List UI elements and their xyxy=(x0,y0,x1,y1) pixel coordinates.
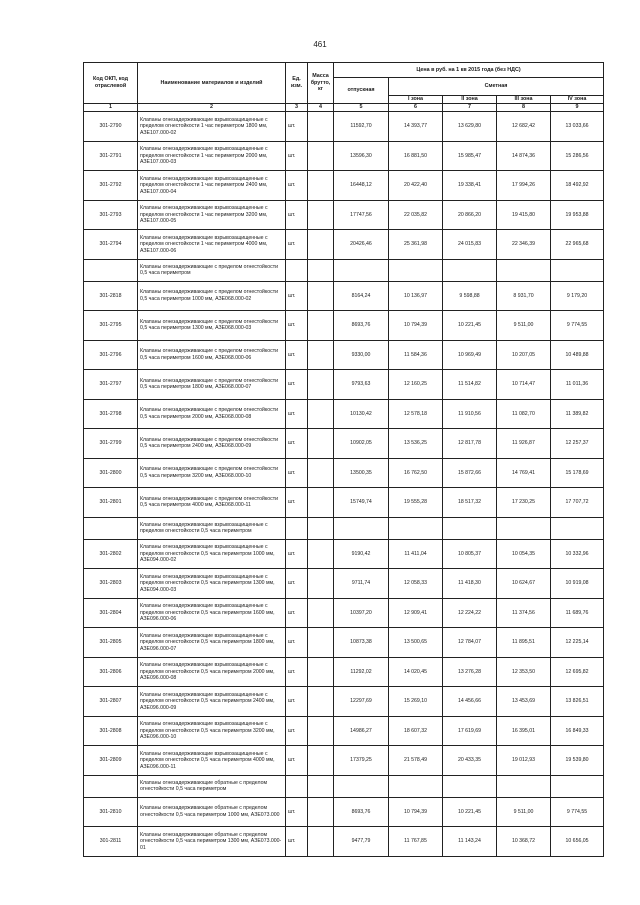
zone-1-price-cell: 25 361,98 xyxy=(389,230,443,260)
item-code-cell: 301-2792 xyxy=(84,171,138,201)
release-price-cell: 16448,12 xyxy=(334,171,389,201)
zone-3-price-cell: 17 994,26 xyxy=(497,171,551,201)
zone-2-price-cell: 12 817,78 xyxy=(443,429,497,459)
table-row xyxy=(84,429,604,459)
zone-4-price-cell: 12 225,14 xyxy=(551,628,604,658)
table-row xyxy=(84,488,604,518)
item-unit-cell xyxy=(286,775,308,797)
table-row xyxy=(84,628,604,658)
zone-1-price-cell: 13 536,25 xyxy=(389,429,443,459)
zone-2-price-cell xyxy=(443,517,497,539)
zone-3-price-cell: 10 207,05 xyxy=(497,340,551,370)
item-mass-cell xyxy=(308,399,334,429)
zone-4-price-cell: 12 695,82 xyxy=(551,657,604,687)
item-mass-cell xyxy=(308,281,334,311)
table-row xyxy=(84,746,604,776)
column-number: 2 xyxy=(138,104,286,112)
item-code-cell xyxy=(84,259,138,281)
zone-3-price-cell: 16 395,01 xyxy=(497,716,551,746)
item-code-cell: 301-2808 xyxy=(84,716,138,746)
item-name-cell: Клапаны огнезадерживающие с пределом огнестойкости 0,5 часа периметром 3200 мм, АЗЕ068.000-10 xyxy=(138,458,286,488)
release-price-cell: 8693,76 xyxy=(334,311,389,341)
header-release: отпускная xyxy=(334,78,389,104)
item-mass-cell xyxy=(308,517,334,539)
table-row xyxy=(84,281,604,311)
zone-4-price-cell: 11 011,36 xyxy=(551,370,604,400)
item-code-cell: 301-2804 xyxy=(84,598,138,628)
release-price-cell: 13596,30 xyxy=(334,141,389,171)
release-price-cell: 13500,35 xyxy=(334,458,389,488)
release-price-cell: 14986,27 xyxy=(334,716,389,746)
table-row xyxy=(84,657,604,687)
zone-4-price-cell: 15 286,56 xyxy=(551,141,604,171)
header-row-1 xyxy=(84,63,604,78)
zone-3-price-cell: 14 769,41 xyxy=(497,458,551,488)
item-name-cell: Клапаны огнезадерживающие с пределом огнестойкости 0,5 часа периметром 2400 мм, АЗЕ068.000-09 xyxy=(138,429,286,459)
item-unit-cell: шт. xyxy=(286,141,308,171)
item-unit-cell: шт. xyxy=(286,569,308,599)
zone-2-price-cell: 9 598,88 xyxy=(443,281,497,311)
item-mass-cell xyxy=(308,340,334,370)
zone-2-price-cell: 20 433,35 xyxy=(443,746,497,776)
zone-1-price-cell: 10 794,39 xyxy=(389,797,443,827)
zone-3-price-cell: 12 682,42 xyxy=(497,112,551,142)
release-price-cell xyxy=(334,775,389,797)
item-unit-cell: шт. xyxy=(286,716,308,746)
zone-2-price-cell: 11 418,30 xyxy=(443,569,497,599)
zone-3-price-cell: 17 230,25 xyxy=(497,488,551,518)
release-price-cell: 10902,05 xyxy=(334,429,389,459)
table-row xyxy=(84,399,604,429)
item-code-cell: 301-2818 xyxy=(84,281,138,311)
release-price-cell: 11292,02 xyxy=(334,657,389,687)
zone-4-price-cell: 22 965,68 xyxy=(551,230,604,260)
release-price-cell xyxy=(334,259,389,281)
release-price-cell: 20426,46 xyxy=(334,230,389,260)
release-price-cell: 10873,38 xyxy=(334,628,389,658)
column-number: 7 xyxy=(443,104,497,112)
item-mass-cell xyxy=(308,429,334,459)
item-unit-cell: шт. xyxy=(286,200,308,230)
zone-3-price-cell xyxy=(497,517,551,539)
zone-3-price-cell: 14 874,36 xyxy=(497,141,551,171)
header-code: Код ОКП, код отраслевой xyxy=(84,63,138,104)
item-mass-cell xyxy=(308,775,334,797)
item-mass-cell xyxy=(308,598,334,628)
table-row xyxy=(84,230,604,260)
item-mass-cell xyxy=(308,539,334,569)
zone-1-price-cell: 10 136,97 xyxy=(389,281,443,311)
item-unit-cell: шт. xyxy=(286,827,308,857)
zone-3-price-cell: 11 926,87 xyxy=(497,429,551,459)
item-name-cell: Клапаны огнезадерживающие с пределом огнестойкости 0,5 часа периметром 1000 мм, АЗЕ068.000-02 xyxy=(138,281,286,311)
item-name-cell: Клапаны огнезадерживающие с пределом огнестойкости 0,5 часа периметром 2000 мм, АЗЕ068.000-08 xyxy=(138,399,286,429)
zone-4-price-cell: 19 539,80 xyxy=(551,746,604,776)
zone-3-price-cell: 11 895,51 xyxy=(497,628,551,658)
item-mass-cell xyxy=(308,230,334,260)
item-name-cell: Клапаны огнезадерживающие с пределом огнестойкости 0,5 часа периметром xyxy=(138,259,286,281)
item-code-cell: 301-2791 xyxy=(84,141,138,171)
zone-4-price-cell xyxy=(551,775,604,797)
zone-2-price-cell: 18 517,32 xyxy=(443,488,497,518)
zone-2-price-cell: 11 910,56 xyxy=(443,399,497,429)
zone-2-price-cell xyxy=(443,259,497,281)
zone-2-price-cell: 14 456,66 xyxy=(443,687,497,717)
item-code-cell: 301-2810 xyxy=(84,797,138,827)
item-code-cell: 301-2795 xyxy=(84,311,138,341)
group-header-row xyxy=(84,517,604,539)
zone-1-price-cell: 15 269,10 xyxy=(389,687,443,717)
item-unit-cell: шт. xyxy=(286,230,308,260)
release-price-cell: 8693,76 xyxy=(334,797,389,827)
item-mass-cell xyxy=(308,171,334,201)
item-name-cell: Клапаны огнезадерживающие обратные с пределом огнестойкости 0,5 часа периметром xyxy=(138,775,286,797)
item-name-cell: Клапаны огнезадерживающие взрывозащищенные с пределом огнестойкости 0,5 часа периметром 1600 мм, АЗЕ096.000-06 xyxy=(138,598,286,628)
item-unit-cell: шт. xyxy=(286,797,308,827)
zone-3-price-cell: 10 624,67 xyxy=(497,569,551,599)
release-price-cell: 10130,42 xyxy=(334,399,389,429)
zone-1-price-cell xyxy=(389,775,443,797)
zone-1-price-cell: 12 909,41 xyxy=(389,598,443,628)
table-body xyxy=(84,112,604,857)
header-zone-3: III зона xyxy=(497,96,551,104)
column-number: 3 xyxy=(286,104,308,112)
item-unit-cell: шт. xyxy=(286,340,308,370)
item-code-cell xyxy=(84,775,138,797)
release-price-cell: 9711,74 xyxy=(334,569,389,599)
table-row xyxy=(84,171,604,201)
item-unit-cell xyxy=(286,517,308,539)
zone-4-price-cell: 19 953,88 xyxy=(551,200,604,230)
zone-3-price-cell: 9 511,00 xyxy=(497,797,551,827)
item-code-cell: 301-2802 xyxy=(84,539,138,569)
item-mass-cell xyxy=(308,628,334,658)
zone-1-price-cell xyxy=(389,517,443,539)
zone-1-price-cell: 12 578,18 xyxy=(389,399,443,429)
zone-2-price-cell: 13 629,80 xyxy=(443,112,497,142)
zone-1-price-cell: 16 762,50 xyxy=(389,458,443,488)
zone-1-price-cell: 10 794,39 xyxy=(389,311,443,341)
header-estimate: Сметная xyxy=(389,78,604,96)
item-unit-cell: шт. xyxy=(286,657,308,687)
zone-4-price-cell: 12 257,37 xyxy=(551,429,604,459)
zone-4-price-cell: 13 826,51 xyxy=(551,687,604,717)
zone-1-price-cell: 11 767,85 xyxy=(389,827,443,857)
zone-2-price-cell: 11 143,24 xyxy=(443,827,497,857)
zone-1-price-cell: 14 020,45 xyxy=(389,657,443,687)
header-zone-4: IV зона xyxy=(551,96,604,104)
column-number-row xyxy=(84,104,604,112)
zone-2-price-cell xyxy=(443,775,497,797)
item-unit-cell: шт. xyxy=(286,458,308,488)
header-price-title: Цена в руб. на 1 кв 2015 года (без НДС) xyxy=(334,63,604,78)
zone-2-price-cell: 11 514,82 xyxy=(443,370,497,400)
item-code-cell: 301-2800 xyxy=(84,458,138,488)
item-mass-cell xyxy=(308,569,334,599)
item-name-cell: Клапаны огнезадерживающие взрывозащищенные с пределом огнестойкости 0,5 часа периметром 1800 мм, АЗЕ096.000-07 xyxy=(138,628,286,658)
item-mass-cell xyxy=(308,488,334,518)
table-row xyxy=(84,141,604,171)
zone-4-price-cell: 15 178,69 xyxy=(551,458,604,488)
zone-3-price-cell: 19 012,93 xyxy=(497,746,551,776)
zone-2-price-cell: 24 015,83 xyxy=(443,230,497,260)
column-number: 5 xyxy=(334,104,389,112)
item-mass-cell xyxy=(308,716,334,746)
zone-3-price-cell: 22 346,39 xyxy=(497,230,551,260)
table-row xyxy=(84,687,604,717)
zone-2-price-cell: 15 872,66 xyxy=(443,458,497,488)
item-mass-cell xyxy=(308,112,334,142)
table-row xyxy=(84,200,604,230)
column-number: 1 xyxy=(84,104,138,112)
item-mass-cell xyxy=(308,827,334,857)
item-code-cell: 301-2807 xyxy=(84,687,138,717)
column-number: 9 xyxy=(551,104,604,112)
column-number: 6 xyxy=(389,104,443,112)
item-name-cell: Клапаны огнезадерживающие взрывозащищенные с пределом огнестойкости 0,5 часа периметром 1300 мм, АЗЕ094.000-03 xyxy=(138,569,286,599)
item-name-cell: Клапаны огнезадерживающие с пределом огнестойкости 0,5 часа периметром 1300 мм, АЗЕ068.000-03 xyxy=(138,311,286,341)
item-code-cell: 301-2798 xyxy=(84,399,138,429)
zone-1-price-cell: 16 881,50 xyxy=(389,141,443,171)
item-mass-cell xyxy=(308,797,334,827)
zone-3-price-cell: 19 415,80 xyxy=(497,200,551,230)
zone-3-price-cell: 11 374,56 xyxy=(497,598,551,628)
item-code-cell: 301-2797 xyxy=(84,370,138,400)
zone-2-price-cell: 12 224,22 xyxy=(443,598,497,628)
zone-4-price-cell: 9 774,55 xyxy=(551,797,604,827)
zone-2-price-cell: 20 866,20 xyxy=(443,200,497,230)
table-row xyxy=(84,311,604,341)
zone-4-price-cell: 16 849,33 xyxy=(551,716,604,746)
release-price-cell: 9793,63 xyxy=(334,370,389,400)
zone-2-price-cell: 12 784,07 xyxy=(443,628,497,658)
item-name-cell: Клапаны огнезадерживающие с пределом огнестойкости 0,5 часа периметром 4000 мм, АЗЕ068.000-11 xyxy=(138,488,286,518)
zone-2-price-cell: 19 338,41 xyxy=(443,171,497,201)
zone-3-price-cell xyxy=(497,775,551,797)
zone-4-price-cell: 9 774,55 xyxy=(551,311,604,341)
item-name-cell: Клапаны огнезадерживающие взрывозащищенные с пределом огнестойкости 0,5 часа периметром 2400 мм, АЗЕ096.000-09 xyxy=(138,687,286,717)
zone-4-price-cell: 9 179,20 xyxy=(551,281,604,311)
item-name-cell: Клапаны огнезадерживающие обратные с пределом огнестойкости 0,5 часа периметром 1300 мм, АЗЕ073.000-01 xyxy=(138,827,286,857)
table-row xyxy=(84,598,604,628)
zone-3-price-cell: 10 714,47 xyxy=(497,370,551,400)
release-price-cell: 11592,70 xyxy=(334,112,389,142)
item-mass-cell xyxy=(308,746,334,776)
zone-3-price-cell: 13 453,69 xyxy=(497,687,551,717)
item-code-cell: 301-2799 xyxy=(84,429,138,459)
item-mass-cell xyxy=(308,458,334,488)
item-code-cell: 301-2790 xyxy=(84,112,138,142)
zone-1-price-cell: 20 422,40 xyxy=(389,171,443,201)
zone-2-price-cell: 13 276,28 xyxy=(443,657,497,687)
zone-2-price-cell: 10 221,45 xyxy=(443,797,497,827)
item-name-cell: Клапаны огнезадерживающие взрывозащищенные с пределом огнестойкости 0,5 часа периметром 3200 мм, АЗЕ096.000-10 xyxy=(138,716,286,746)
item-mass-cell xyxy=(308,200,334,230)
release-price-cell: 9477,79 xyxy=(334,827,389,857)
item-unit-cell: шт. xyxy=(286,112,308,142)
column-number: 8 xyxy=(497,104,551,112)
zone-1-price-cell: 19 555,28 xyxy=(389,488,443,518)
item-name-cell: Клапаны огнезадерживающие с пределом огнестойкости 0,5 часа периметром 1800 мм, АЗЕ068.000-07 xyxy=(138,370,286,400)
page-number: 461 xyxy=(313,40,327,49)
table-row xyxy=(84,569,604,599)
release-price-cell: 12297,69 xyxy=(334,687,389,717)
zone-4-price-cell xyxy=(551,517,604,539)
item-unit-cell: шт. xyxy=(286,628,308,658)
item-code-cell: 301-2794 xyxy=(84,230,138,260)
item-unit-cell: шт. xyxy=(286,746,308,776)
release-price-cell: 15749,74 xyxy=(334,488,389,518)
group-header-row xyxy=(84,259,604,281)
item-code-cell xyxy=(84,517,138,539)
zone-3-price-cell: 10 368,72 xyxy=(497,827,551,857)
release-price-cell: 9190,42 xyxy=(334,539,389,569)
item-mass-cell xyxy=(308,657,334,687)
zone-3-price-cell xyxy=(497,259,551,281)
zone-3-price-cell: 12 353,50 xyxy=(497,657,551,687)
zone-1-price-cell: 22 035,82 xyxy=(389,200,443,230)
item-mass-cell xyxy=(308,370,334,400)
zone-2-price-cell: 10 221,45 xyxy=(443,311,497,341)
table-row xyxy=(84,716,604,746)
release-price-cell: 9330,00 xyxy=(334,340,389,370)
item-unit-cell xyxy=(286,259,308,281)
item-unit-cell: шт. xyxy=(286,370,308,400)
header-unit: Ед. изм. xyxy=(286,63,308,104)
release-price-cell: 17379,25 xyxy=(334,746,389,776)
item-name-cell: Клапаны огнезадерживающие взрывозащищенные с пределом огнестойкости 0,5 часа периметром 4000 мм, АЗЕ096.000-11 xyxy=(138,746,286,776)
zone-4-price-cell xyxy=(551,259,604,281)
item-mass-cell xyxy=(308,259,334,281)
item-code-cell: 301-2793 xyxy=(84,200,138,230)
item-name-cell: Клапаны огнезадерживающие взрывозащищенные с пределом огнестойкости 1 час периметром 4000 мм, АЗЕ107.000-06 xyxy=(138,230,286,260)
item-name-cell: Клапаны огнезадерживающие взрывозащищенные с пределом огнестойкости 1 час периметром 1800 мм, АЗЕ107.000-02 xyxy=(138,112,286,142)
release-price-cell: 10397,20 xyxy=(334,598,389,628)
release-price-cell: 8164,24 xyxy=(334,281,389,311)
zone-2-price-cell: 17 619,69 xyxy=(443,716,497,746)
header-mass: Масса брутто, кг xyxy=(308,63,334,104)
zone-1-price-cell: 18 607,32 xyxy=(389,716,443,746)
item-unit-cell: шт. xyxy=(286,539,308,569)
item-code-cell: 301-2796 xyxy=(84,340,138,370)
zone-3-price-cell: 11 082,70 xyxy=(497,399,551,429)
zone-4-price-cell: 11 389,82 xyxy=(551,399,604,429)
zone-1-price-cell: 11 411,04 xyxy=(389,539,443,569)
item-code-cell: 301-2801 xyxy=(84,488,138,518)
release-price-cell xyxy=(334,517,389,539)
item-name-cell: Клапаны огнезадерживающие взрывозащищенные с пределом огнестойкости 1 час периметром 2400 мм, АЗЕ107.000-04 xyxy=(138,171,286,201)
table-row xyxy=(84,112,604,142)
header-name: Наименование материалов и изделий xyxy=(138,63,286,104)
zone-1-price-cell: 21 578,49 xyxy=(389,746,443,776)
zone-1-price-cell: 14 393,77 xyxy=(389,112,443,142)
zone-4-price-cell: 13 033,66 xyxy=(551,112,604,142)
table-row xyxy=(84,797,604,827)
item-mass-cell xyxy=(308,311,334,341)
item-name-cell: Клапаны огнезадерживающие обратные с пределом огнестойкости 0,5 часа периметром 1000 мм, АЗЕ073.000 xyxy=(138,797,286,827)
zone-1-price-cell: 13 500,65 xyxy=(389,628,443,658)
item-unit-cell: шт. xyxy=(286,488,308,518)
item-name-cell: Клапаны огнезадерживающие взрывозащищенные с пределом огнестойкости 1 час периметром 3200 мм, АЗЕ107.000-05 xyxy=(138,200,286,230)
release-price-cell: 17747,56 xyxy=(334,200,389,230)
item-code-cell: 301-2805 xyxy=(84,628,138,658)
table-row xyxy=(84,458,604,488)
item-unit-cell: шт. xyxy=(286,281,308,311)
zone-2-price-cell: 10 969,49 xyxy=(443,340,497,370)
zone-4-price-cell: 10 919,08 xyxy=(551,569,604,599)
item-unit-cell: шт. xyxy=(286,171,308,201)
item-name-cell: Клапаны огнезадерживающие взрывозащищенные с пределом огнестойкости 0,5 часа периметром 2000 мм, АЗЕ096.000-08 xyxy=(138,657,286,687)
table-row xyxy=(84,340,604,370)
zone-2-price-cell: 15 985,47 xyxy=(443,141,497,171)
item-unit-cell: шт. xyxy=(286,429,308,459)
item-unit-cell: шт. xyxy=(286,311,308,341)
price-table xyxy=(83,62,604,857)
zone-4-price-cell: 11 689,76 xyxy=(551,598,604,628)
zone-1-price-cell: 12 058,33 xyxy=(389,569,443,599)
zone-2-price-cell: 10 805,37 xyxy=(443,539,497,569)
item-unit-cell: шт. xyxy=(286,598,308,628)
zone-3-price-cell: 10 054,35 xyxy=(497,539,551,569)
item-name-cell: Клапаны огнезадерживающие взрывозащищенные с пределом огнестойкости 0,5 часа периметром xyxy=(138,517,286,539)
item-mass-cell xyxy=(308,141,334,171)
item-code-cell: 301-2809 xyxy=(84,746,138,776)
zone-1-price-cell: 11 584,36 xyxy=(389,340,443,370)
item-name-cell: Клапаны огнезадерживающие взрывозащищенные с пределом огнестойкости 1 час периметром 2000 мм, АЗЕ107.000-03 xyxy=(138,141,286,171)
item-name-cell: Клапаны огнезадерживающие с пределом огнестойкости 0,5 часа периметром 1600 мм, АЗЕ068.000-06 xyxy=(138,340,286,370)
item-unit-cell: шт. xyxy=(286,687,308,717)
zone-3-price-cell: 9 511,00 xyxy=(497,311,551,341)
item-unit-cell: шт. xyxy=(286,399,308,429)
table-row xyxy=(84,827,604,857)
zone-1-price-cell: 12 160,25 xyxy=(389,370,443,400)
table-row xyxy=(84,370,604,400)
column-number: 4 xyxy=(308,104,334,112)
zone-4-price-cell: 10 656,05 xyxy=(551,827,604,857)
item-mass-cell xyxy=(308,687,334,717)
group-header-row xyxy=(84,775,604,797)
zone-4-price-cell: 10 332,96 xyxy=(551,539,604,569)
header-zone-2: II зона xyxy=(443,96,497,104)
item-code-cell: 301-2811 xyxy=(84,827,138,857)
zone-1-price-cell xyxy=(389,259,443,281)
zone-4-price-cell: 17 707,72 xyxy=(551,488,604,518)
item-name-cell: Клапаны огнезадерживающие взрывозащищенные с пределом огнестойкости 0,5 часа периметром 1000 мм, АЗЕ094.000-02 xyxy=(138,539,286,569)
item-code-cell: 301-2806 xyxy=(84,657,138,687)
header-zone-1: I зона xyxy=(389,96,443,104)
table-row xyxy=(84,539,604,569)
zone-4-price-cell: 10 489,88 xyxy=(551,340,604,370)
zone-4-price-cell: 18 492,92 xyxy=(551,171,604,201)
item-code-cell: 301-2803 xyxy=(84,569,138,599)
zone-3-price-cell: 8 931,70 xyxy=(497,281,551,311)
